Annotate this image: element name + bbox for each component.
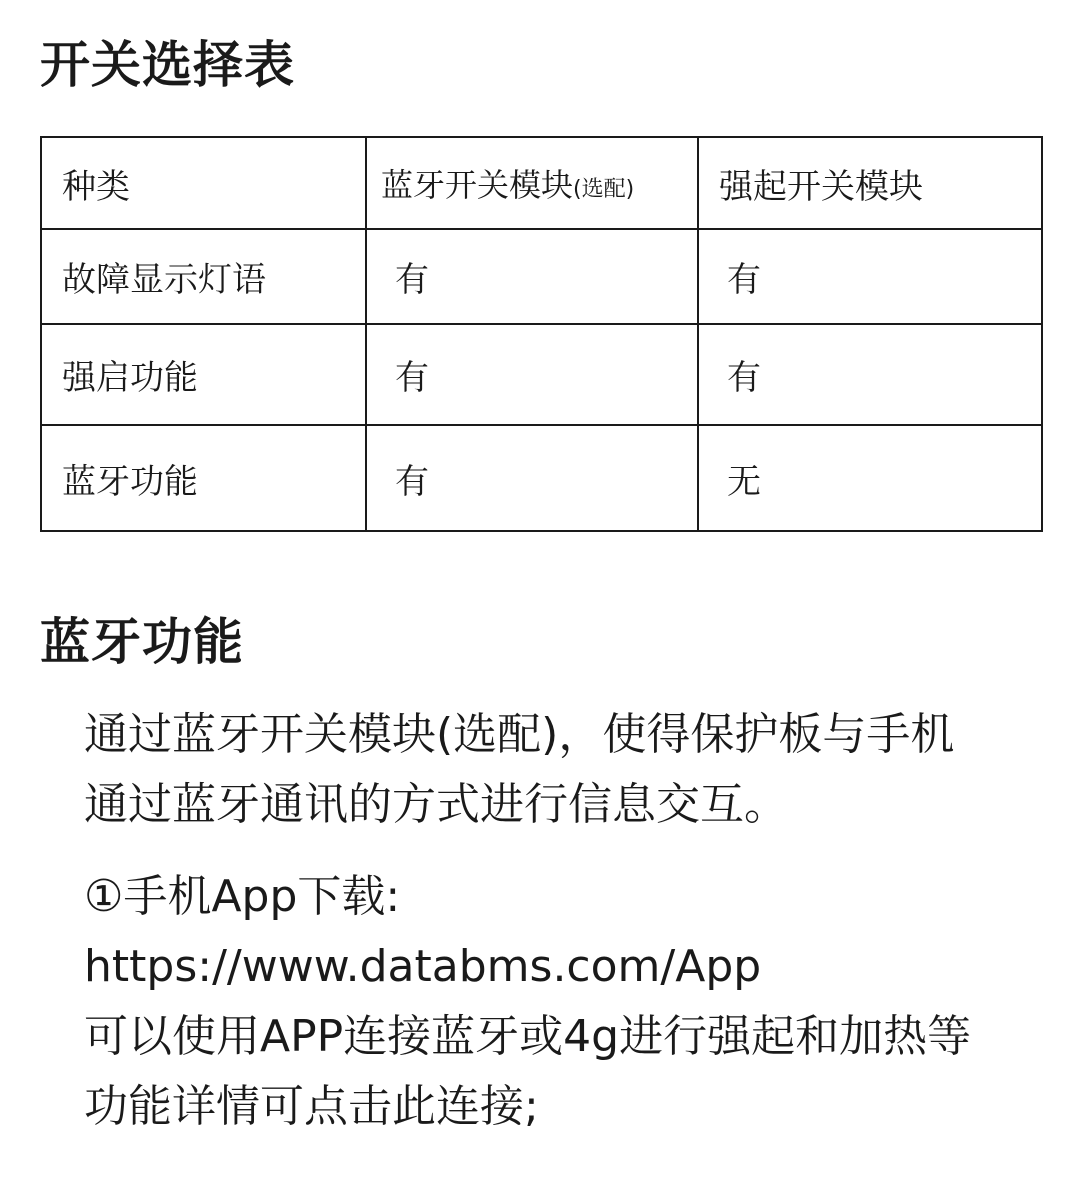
header-bluetooth-module <box>366 137 698 229</box>
table-row <box>41 229 1042 324</box>
force-start-value: 无 <box>698 425 1042 531</box>
switch-table-title: 开关选择表 <box>40 36 295 94</box>
paragraph-line: 通过蓝牙开关模块(选配)，使得保护板与手机 <box>84 709 955 760</box>
paragraph-line: 可以使用APP连接蓝牙或4g进行强起和加热等 <box>84 1011 972 1062</box>
table-row <box>41 425 1042 531</box>
app-download-info <box>84 862 1054 1142</box>
force-start-value: 有 <box>698 324 1042 425</box>
bluetooth-description <box>84 700 1054 840</box>
bluetooth-section-title: 蓝牙功能 <box>40 613 244 671</box>
header-force-start-module: 强起开关模块 <box>698 137 1042 229</box>
row-label: 强启功能 <box>41 324 366 425</box>
row-label: 蓝牙功能 <box>41 425 366 531</box>
bluetooth-value: 有 <box>366 425 698 531</box>
table-header-row <box>41 137 1042 229</box>
paragraph-line: 通过蓝牙通讯的方式进行信息交互。 <box>84 779 788 830</box>
header-bluetooth-optional-note: (选配) <box>573 177 635 202</box>
row-label: 故障显示灯语 <box>41 229 366 324</box>
header-bluetooth-label: 蓝牙开关模块 <box>381 166 574 204</box>
force-start-value: 有 <box>698 229 1042 324</box>
bluetooth-value: 有 <box>366 324 698 425</box>
table-row <box>41 324 1042 425</box>
paragraph-line: 功能详情可点击此连接; <box>84 1081 539 1132</box>
switch-selection-table <box>40 136 1043 532</box>
header-category: 种类 <box>41 137 366 229</box>
app-download-label: ①手机App下载: <box>84 871 401 922</box>
bluetooth-value: 有 <box>366 229 698 324</box>
app-download-link[interactable]: https://www.databms.com/App <box>84 941 762 992</box>
